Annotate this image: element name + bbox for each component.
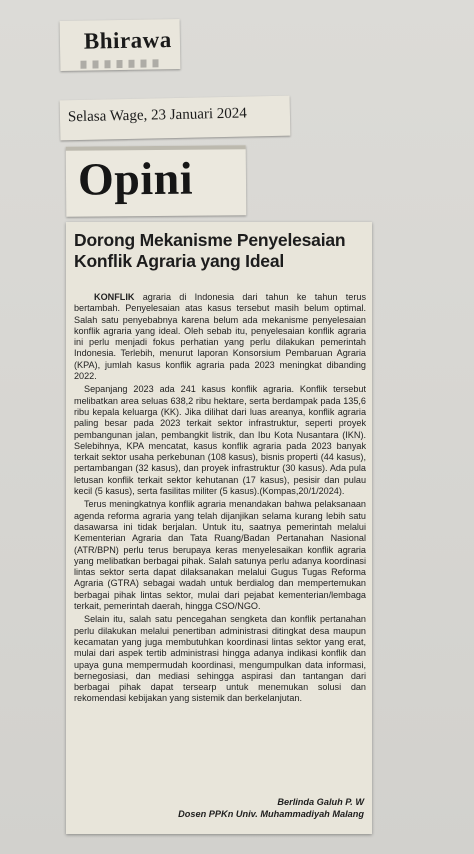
article-headline: Dorong Mekanisme Penyelesaian Konflik Agraria yang Ideal bbox=[74, 230, 346, 271]
article-paragraph: Selain itu, salah satu pencegahan sengketa dan konflik pertanahan perlu dilakukan melalui penertiban administrasi ditingkat desa maupun kecamatan yang juga membutuhkan koordinasi lintas sektor yang erat, mulai dari aspek tertib administrasi hingga adanya indikasi konflik dan upaya guna mempermudah koordinasi, mengumpulkan data informasi, bernegosiasi, dan mediasi sehingga aspirasi dan tantangan dari berbagai pihak dapat tersearp untuk menemukan solusi dan rekomendasi kebijakan yang sistemik dan berkelanjutan. bbox=[74, 614, 366, 704]
author-name: Berlinda Galuh P. W bbox=[277, 797, 364, 807]
lead-word: KONFLIK bbox=[94, 292, 135, 302]
article-paragraph: Sepanjang 2023 ada 241 kasus konflik agraria. Konflik tersebut melibatkan area seluas 638,2 ribu hektare, serta berdampak pada 135,6 ribu kepala keluarga (KK). Jika dilihat dari luas areanya, konflik agraria paling besar pada 2023 terkait sektor infrastruktur, seperti proyek pembangunan jalan, pembangkit listrik, dan Ibu Kota Nusantara (IKN). Selebihnya, KPA mencatat, kasus konflik agraria pada 2023 banyak terkait sektor usaha perkebunan (108 kasus), bisnis properti (44 kasus), pertambangan (32 kasus), dan proyek infrastruktur (30 kasus). Ada pula letusan konflik terkait sektor kehutanan (17 kasus), pesisir dan pulau kecil (5 kasus), serta fasilitas militer (5 kasus).(Kompas,20/1/2024). bbox=[74, 384, 366, 497]
article-clipping bbox=[66, 222, 372, 834]
article-body bbox=[74, 292, 366, 707]
section-title: Opini bbox=[77, 152, 194, 205]
author-byline bbox=[178, 796, 364, 820]
newspaper-name: Bhirawa bbox=[83, 27, 172, 54]
newspaper-masthead-clipping bbox=[60, 19, 181, 71]
article-paragraph: Terus meningkatnya konflik agraria menandakan bahwa pelaksanaan agenda reforma agraria yang telah dijanjikan selama kurang lebih satu dasawarsa ini tidak berjalan. Untuk itu, saatnya pemerintah melalui Kementerian Agraria dan Tata Ruang/Badan Pertanahan Nasional (ATR/BPN) perlu terus berupaya keras menyelesaikan konflik agraria yang melibatkan berbagai pihak. Salah satunya perlu adanya koordinasi lintas sektor serta dapat dilaksanakan melalui Gugus Tugas Reforma Agraria (GTRA) sebagai wadah untuk berdialog dan mempertemukan berbagai pihak lintas sektor, mulai dari pejabat kementerian/lembaga terkait, pemerintah daerah, hingga CSO/NGO. bbox=[74, 499, 366, 612]
masthead-cut-edge bbox=[80, 59, 160, 68]
section-clipping bbox=[66, 145, 247, 217]
paragraph-text: agraria di Indonesia dari tahun ke tahun terus bertambah. Penyelesaian atas kasus tersebut masih belum optimal. Salah satu penyebabnya karena belum ada mekanisme penyelesaian konflik agraria yang ideal. Oleh sebab itu, penyelesaian konflik agraria ini perlu menjadi fokus perhatian yang perlu dilakukan pemerintah Indonesia. Terlebih, menurut laporan Konsorsium Pembaruan Agraria (KPA), jumlah kasus konflik agraria pada 2023 meningkat dibanding 2022. bbox=[74, 292, 366, 382]
date-clipping bbox=[60, 96, 291, 141]
author-title: Dosen PPKn Univ. Muhammadiyah Malang bbox=[178, 809, 364, 819]
article-paragraph bbox=[74, 292, 366, 382]
publication-date: Selasa Wage, 23 Januari 2024 bbox=[67, 105, 247, 126]
section-rule bbox=[66, 145, 246, 151]
